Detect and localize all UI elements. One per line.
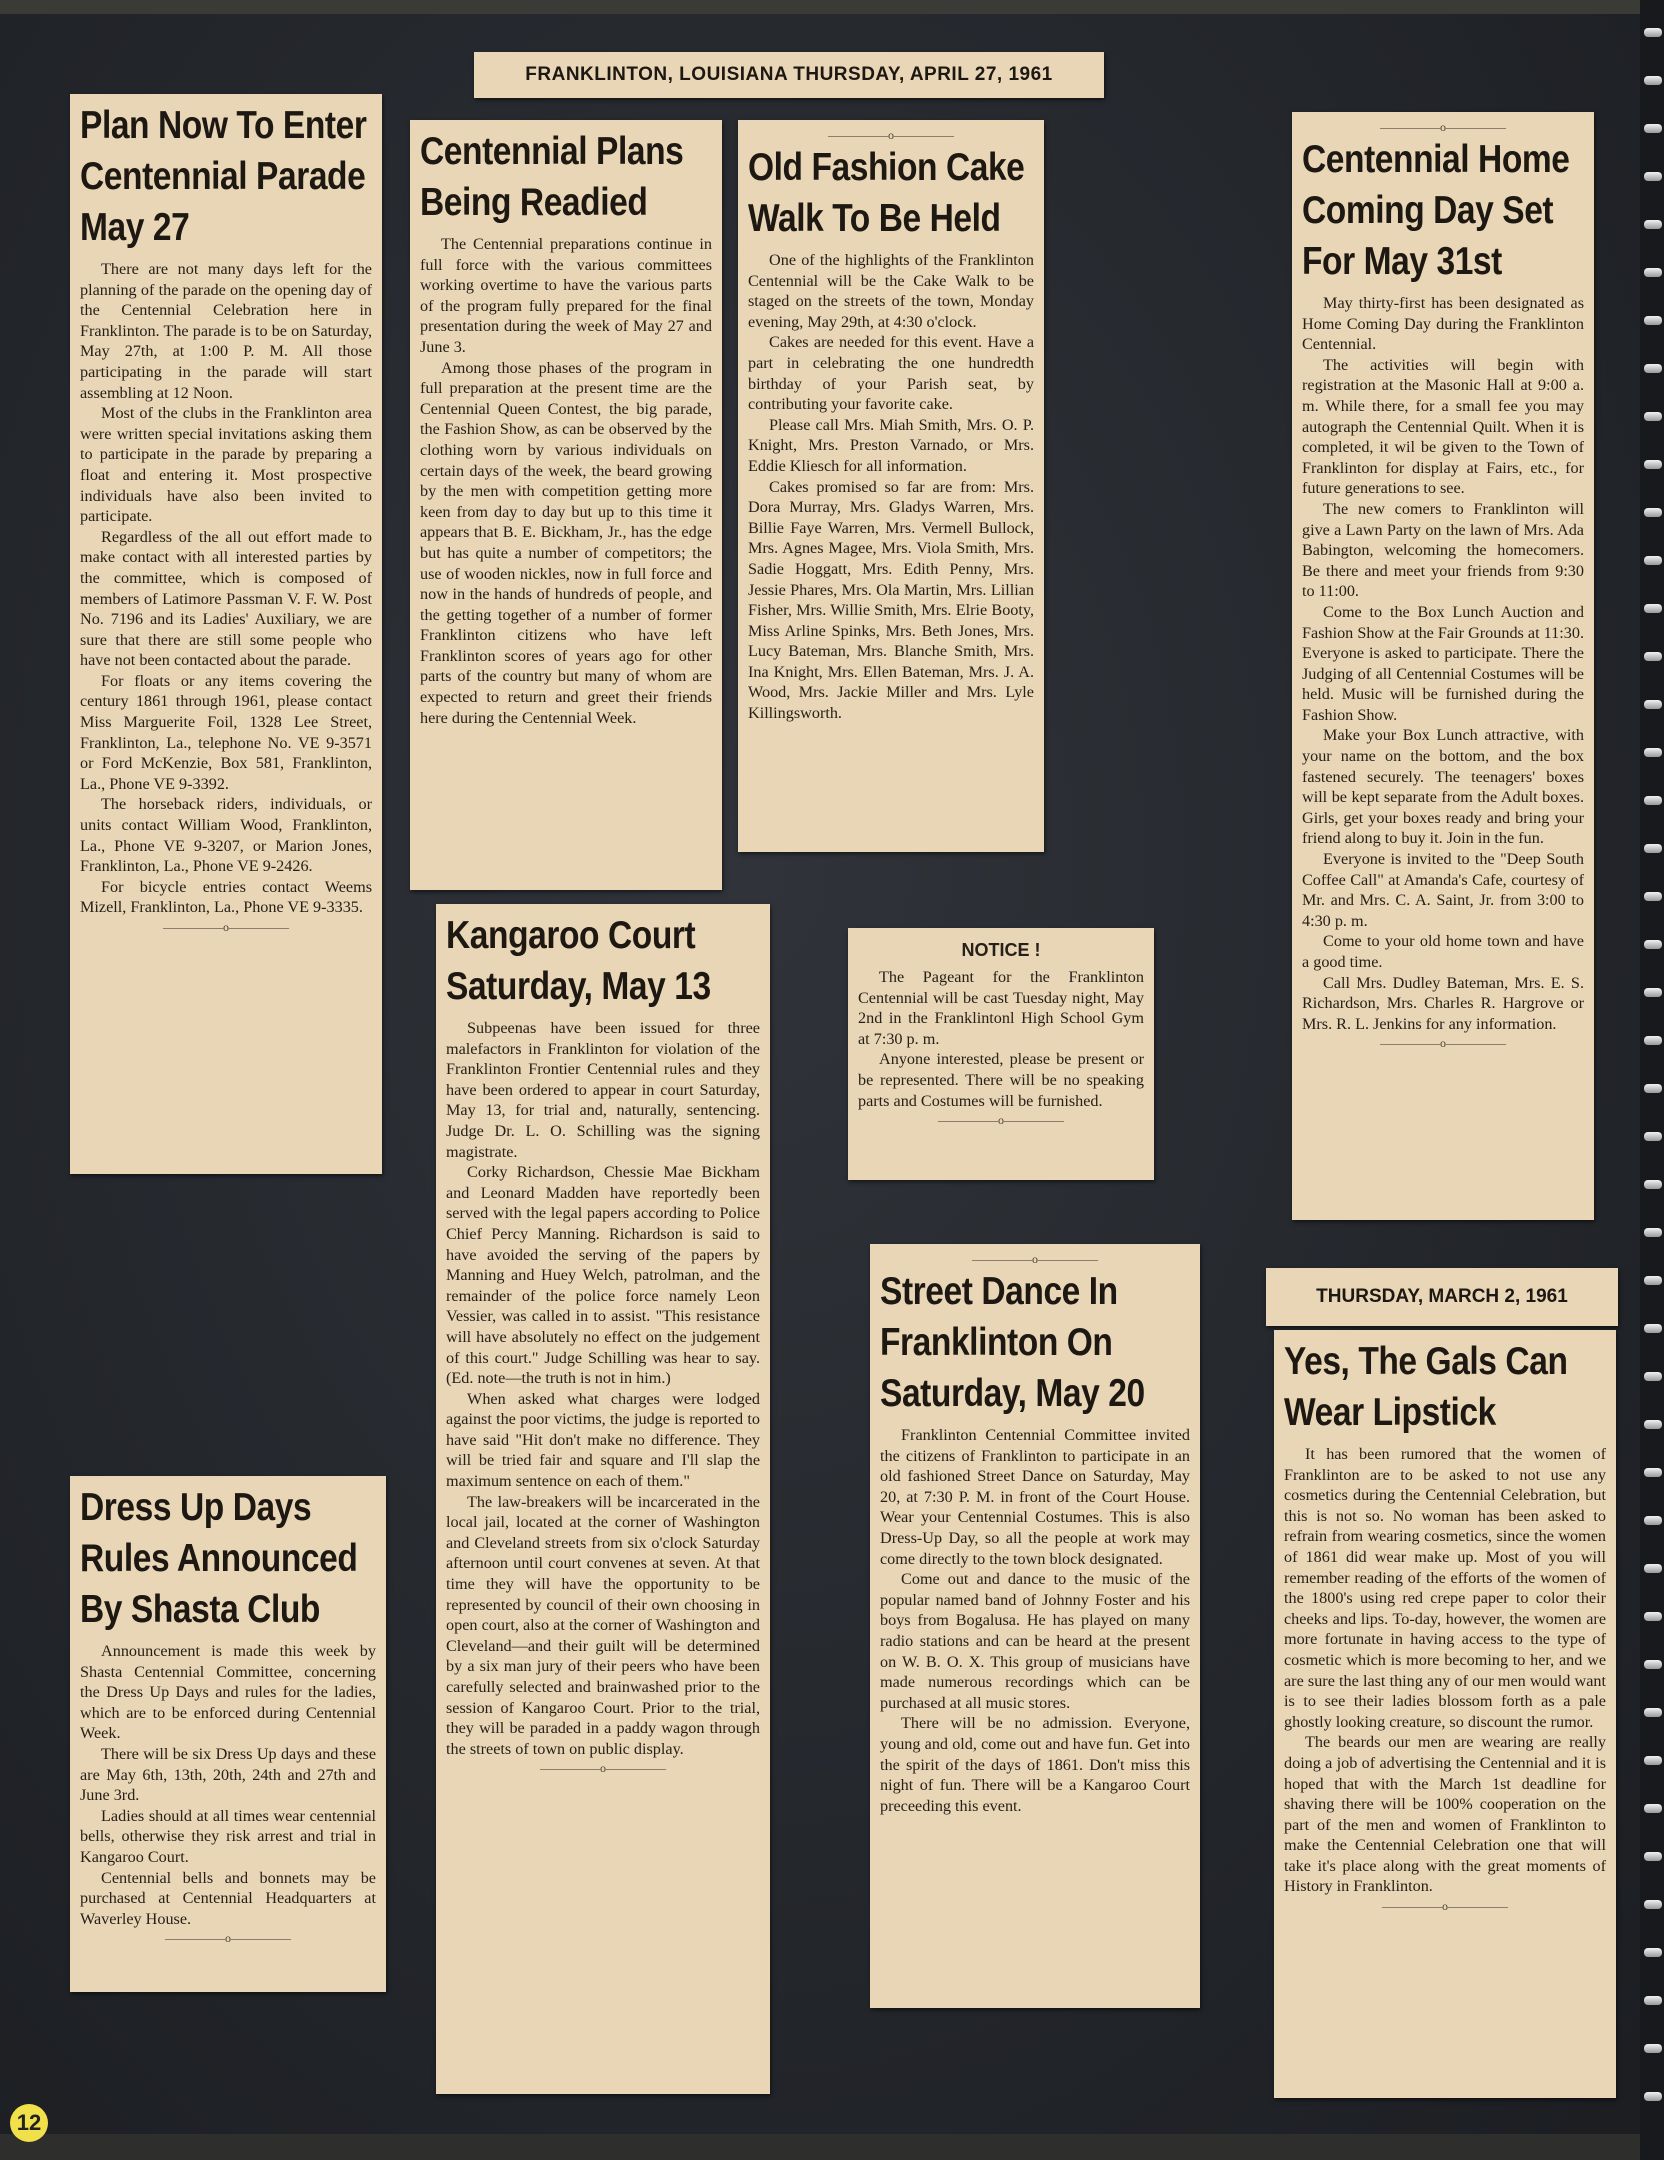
binder-ring (1644, 1036, 1662, 1045)
notice-title: NOTICE ! (961, 940, 1041, 960)
binder-ring (1644, 76, 1662, 85)
page-number-sticker: 12 (10, 2104, 48, 2142)
binder-ring (1644, 1372, 1662, 1381)
paragraph: There will be no admission. Everyone, young and old, come out and have fun. Get into the spirit of the days of 1861. Don't miss this night of fun. There will be a Kangaroo Court preceeding this event. (880, 1714, 1190, 1815)
article-body (880, 1425, 1190, 1816)
binder-ring (1644, 1468, 1662, 1477)
paragraph: Come to your old home town and have a good time. (1302, 932, 1584, 971)
paragraph: Ladies should at all times wear centennial bells, otherwise they risk arrest and trial in Kangaroo Court. (80, 1806, 376, 1866)
masthead-text: FRANKLINTON, LOUISIANA THURSDAY, APRIL 27, 1961 (525, 64, 1053, 85)
article-plans-readied (410, 120, 722, 890)
paragraph: Most of the clubs in the Franklinton area were written special invitations asking them to participate in the parade by preparing a float and entering it. Most prospective individuals have also been invited to participate. (80, 404, 372, 526)
binder-ring (1644, 844, 1662, 853)
binder-ring (1644, 2044, 1662, 2053)
divider-rule: —————o————— (828, 128, 954, 142)
divider-rule: —————o————— (1380, 1036, 1506, 1051)
article-kangaroo-court (436, 904, 770, 2094)
paragraph: The activities will begin with registration at the Masonic Hall at 9:00 a. m. While there, for a small fee you may autograph the Centennial Quilt. When it is completed, it wil be given to the Town of Franklinton for display at Fairs, etc., for future generations to see. (1302, 355, 1584, 498)
binder-ring (1644, 1900, 1662, 1909)
paragraph: The Centennial preparations continue in full force with the various committees working overtime to have the various parts of the program fully prepared for the final presentation during the week of May 27 and June 3. (420, 235, 712, 356)
binder-ring (1644, 1708, 1662, 1717)
binder-ring (1644, 172, 1662, 181)
binder-ring (1644, 700, 1662, 709)
paragraph: Cakes are needed for this event. Have a part in celebrating the one hundredth birthday of your Parish seat, by contributing your favorite cake. (748, 333, 1034, 414)
article-body (748, 250, 1034, 724)
binder-ring (1644, 1516, 1662, 1525)
headline: Street Dance In Franklinton On Saturday, May 20 (880, 1270, 1145, 1415)
binder-ring (1644, 652, 1662, 661)
paragraph: Come out and dance to the music of the popular named band of Johnny Foster and his boys from Bogalusa. He has played on many radio stations and can be heard at the present on W. B. O. X. This group of musicians have made numerous recordings which can be purchased at all music stores. (880, 1570, 1190, 1712)
binder-ring (1644, 604, 1662, 613)
headline: Centennial Plans Being Readied (420, 130, 684, 224)
binder-spine (1640, 0, 1664, 2160)
masthead-march-text: THURSDAY, MARCH 2, 1961 (1316, 1286, 1568, 1307)
article-body (80, 1641, 376, 1929)
article-body (1302, 293, 1584, 1034)
paragraph: The beards our men are wearing are really doing a job of advertising the Centennial and it is hoped that with the March 1st deadline for shaving there will be 100% cooperation on the part of the men and women of Franklinton to make the Centennial Celebration one that will take it's place along with the great moments of History in Franklinton. (1284, 1733, 1606, 1896)
binder-ring (1644, 1852, 1662, 1861)
paragraph: Subpeenas have been issued for three malefactors in Franklinton for violation of the Franklinton Frontier Centennial rules and they have been ordered to appear in court Saturday, May 13, for trial and, naturally, sentencing. Judge Dr. L. O. Schilling was the signing magistrate. (446, 1019, 760, 1161)
binder-ring (1644, 1324, 1662, 1333)
binder-ring (1644, 1132, 1662, 1141)
paragraph: The law-breakers will be incarcerated in the local jail, located at the corner of Washington and Cleveland streets from six o'clock Saturday afternoon until court convenes at seven. At that time they will have the opportunity to be represented by council of their own choosing in open court, also at the corner of Washington and Cleveland—and their guilt will be determined by a six man jury of their peers who have been carefully selected and brainwashed prior to the session of Kangaroo Court. Prior to the trial, they will be paraded in a paddy wagon through the streets of town on public display. (446, 1492, 760, 1758)
article-home-coming (1292, 112, 1594, 1220)
binder-ring (1644, 460, 1662, 469)
binder-ring (1644, 556, 1662, 565)
paragraph: The Pageant for the Franklinton Centennial will be cast Tuesday night, May 2nd in the Franklintonl High School Gym at 7:30 p. m. (858, 968, 1144, 1048)
binder-ring (1644, 1996, 1662, 2005)
binder-ring (1644, 28, 1662, 37)
divider-rule: —————o————— (1382, 1899, 1508, 1914)
masthead (474, 52, 1104, 98)
paragraph: Anyone interested, please be present or be represented. There will be no speaking parts and Costumes will be furnished. (858, 1050, 1144, 1110)
binder-ring (1644, 1564, 1662, 1573)
binder-ring (1644, 1084, 1662, 1093)
paragraph: Make your Box Lunch attractive, with your name on the bottom, and the box fastened securely. The teenagers' boxes will be kept separate from the Adult boxes. Girls, get your boxes ready and bring your friend along to buy it. Join in the fun. (1302, 726, 1584, 848)
binder-ring (1644, 1228, 1662, 1237)
binder-ring (1644, 1276, 1662, 1285)
headline: Yes, The Gals Can Wear Lipstick (1284, 1340, 1568, 1434)
divider-rule: —————o————— (938, 1113, 1064, 1128)
divider-rule: —————o————— (165, 1931, 291, 1946)
divider-rule: —————o————— (972, 1252, 1098, 1266)
article-lipstick (1274, 1330, 1616, 2098)
paragraph: Corky Richardson, Chessie Mae Bickham and Leonard Madden have reportedly been served with the legal papers according to Police Chief Percy Manning. Richardson is said to have avoided the serving of the papers by Manning and Huey Welch, patrolman, and the remainder of the police force namely Leon Vessier, was called in to assist. "This resistance will have absolutely no effect on the judgement of this court." Judge Schilling was hear to say. (Ed. note—the truth is not in him.) (446, 1163, 760, 1388)
paragraph: Cakes promised so far are from: Mrs. Dora Murray, Mrs. Gladys Warren, Mrs. Billie Faye Warren, Mrs. Vermell Bullock, Mrs. Agnes Magee, Mrs. Viola Smith, Mrs. Sadie Hoggatt, Mrs. Edith Penny, Mrs. Jessie Phares, Mrs. Ola Martin, Mrs. Lillian Fisher, Mrs. Willie Smith, Mrs. Elrie Booty, Miss Arline Spinks, Mrs. Beth Jones, Mrs. Lucy Bateman, Mrs. Blanche Smith, Mrs. Ina Knight, Mrs. Ellen Bateman, Mrs. J. A. Wood, Mrs. Jackie Miller and Mrs. Lyle Killingsworth. (748, 477, 1034, 723)
headline: Dress Up Days Rules Announced By Shasta Club (80, 1486, 358, 1631)
binder-ring (1644, 316, 1662, 325)
paragraph: Call Mrs. Dudley Bateman, Mrs. E. S. Richardson, Mrs. Charles R. Hargrove or Mrs. R. L. Jenkins for any information. (1302, 973, 1584, 1033)
binder-ring (1644, 940, 1662, 949)
binder-ring (1644, 1612, 1662, 1621)
binder-ring (1644, 796, 1662, 805)
paragraph: One of the highlights of the Franklinton Centennial will be the Cake Walk to be staged on the streets of the town, Monday evening, May 29th, at 4:30 o'clock. (748, 251, 1034, 331)
binder-ring (1644, 1180, 1662, 1189)
paragraph: For floats or any items covering the century 1861 through 1961, please contact Miss Marguerite Foil, 1328 Lee Street, Franklinton, La., telephone No. VE 9-3571 or Ford McKenzie, Box 581, Franklinton, La., Phone VE 9-3392. (80, 671, 372, 793)
binder-ring (1644, 124, 1662, 133)
top-edge (0, 0, 1664, 14)
article-dress-up-days (70, 1476, 386, 1992)
article-body (858, 967, 1144, 1111)
article-plan-now (70, 94, 382, 1174)
paragraph: There will be six Dress Up days and these are May 6th, 13th, 20th, 24th and 27th and June 3rd. (80, 1744, 376, 1805)
paragraph: Everyone is invited to the "Deep South Coffee Call" at Amanda's Cafe, courtesy of Mr. and Mrs. C. A. Saint, Jr. from 3:00 to 4:30 p. m. (1302, 850, 1584, 930)
article-body (80, 259, 372, 918)
binder-ring (1644, 1660, 1662, 1669)
paragraph: Centennial bells and bonnets may be purchased at Centennial Headquarters at Waverley House. (80, 1868, 376, 1928)
article-body (420, 234, 712, 728)
article-cake-walk (738, 120, 1044, 852)
binder-ring (1644, 220, 1662, 229)
binder-ring (1644, 988, 1662, 997)
bottom-edge (0, 2134, 1664, 2160)
paragraph: Regardless of the all out effort made to make contact with all interested parties by the committee, which is composed of members of Latimore Passman V. F. W. Post No. 7196 and its Ladies' Auxiliary, we are sure that there are still some people who have not been contacted about the parade. (80, 527, 372, 670)
binder-ring (1644, 364, 1662, 373)
binder-ring (1644, 1420, 1662, 1429)
paragraph: Please call Mrs. Miah Smith, Mrs. O. P. Knight, Mrs. Preston Varnado, or Mrs. Eddie Kliesch for all information. (748, 415, 1034, 475)
paragraph: There are not many days left for the planning of the parade on the opening day of the Centennial Celebration here in Franklinton. The parade is to be on Saturday, May 27th, at 1:00 P. M. All those participating in the parade will start assembling at 12 Noon. (80, 260, 372, 402)
binder-ring (1644, 1804, 1662, 1813)
article-notice (848, 928, 1154, 1180)
article-street-dance (870, 1244, 1200, 2008)
paragraph: The horseback riders, individuals, or units contact William Wood, Franklinton, La., Phone VE 9-3207, or Marion Jones, Franklinton, La., Phone VE 9-2426. (80, 795, 372, 876)
headline: Old Fashion Cake Walk To Be Held (748, 146, 1025, 240)
binder-ring (1644, 2092, 1662, 2101)
headline: Plan Now To Enter Centennial Parade May 27 (80, 104, 367, 249)
binder-ring (1644, 748, 1662, 757)
headline: Centennial Home Coming Day Set For May 31st (1302, 138, 1570, 283)
article-body (1284, 1444, 1606, 1897)
paragraph: It has been rumored that the women of Franklinton are to be asked to not use any cosmetics during the Centennial Celebration, but this is not so. No woman has been asked to refrain from wearing cosmetics, since the women of 1861 did wear make up. Most of you will remember reading of the efforts of the women of the 1800's using red crepe paper to color their cheeks and lips. To-day, however, the women are more fortunate in having access to the type of cosmetic which is more becoming to her, and we are sure the last thing any of our men would want is to see their ladies blossom forth as a pale ghostly looking creature, so discount the rumor. (1284, 1445, 1606, 1731)
binder-ring (1644, 1948, 1662, 1957)
binder-ring (1644, 892, 1662, 901)
paragraph: For bicycle entries contact Weems Mizell, Franklinton, La., Phone VE 9-3335. (80, 877, 372, 917)
paragraph: Announcement is made this week by Shasta Centennial Committee, concerning the Dress Up Days and rules for the ladies, which are to be enforced during Centennial Week. (80, 1642, 376, 1743)
paragraph: Come to the Box Lunch Auction and Fashion Show at the Fair Grounds at 11:30. Everyone is asked to participate. There the Judging of all Centennial Costumes will be held. Music will be furnished during the Fashion Show. (1302, 602, 1584, 724)
paragraph: Among those phases of the program in full preparation at the present time are the Centennial Queen Contest, the big parade, the Fashion Show, as can be observed by the clothing worn by various individuals on certain days of the week, the beard growing by the men with competition getting more keen from day to day but up to this time it appears that B. E. Bickham, Jr., has the edge but has quite a number of competitors; the use of wooden nickles, now in full force and now in the hands of hundreds of people, and the getting together of a number of former Franklinton citizens who have left Franklinton scores of years ago for other parts of the country but many of whom are expected to return and greet their friends here during the Centennial Week. (420, 358, 712, 727)
divider-rule: —————o————— (1380, 120, 1506, 134)
paragraph: May thirty-first has been designated as Home Coming Day during the Franklinton Centennial. (1302, 294, 1584, 354)
divider-rule: —————o————— (163, 920, 289, 934)
binder-ring (1644, 1756, 1662, 1765)
divider-rule: —————o————— (540, 1761, 666, 1776)
binder-ring (1644, 268, 1662, 277)
headline: Kangaroo Court Saturday, May 13 (446, 914, 711, 1008)
paragraph: When asked what charges were lodged against the poor victims, the judge is reported to have said "Hit don't make no difference. They will be tried fair and square and I'll slap the maximum sentence on each of them." (446, 1389, 760, 1491)
binder-ring (1644, 508, 1662, 517)
paragraph: The new comers to Franklinton will give a Lawn Party on the lawn of Mrs. Ada Babington, welcoming the homecomers. Be there and meet your friends from 9:30 to 11:00. (1302, 499, 1584, 601)
binder-ring (1644, 412, 1662, 421)
masthead-march (1266, 1268, 1618, 1326)
article-body (446, 1018, 760, 1759)
paragraph: Franklinton Centennial Committee invited the citizens of Franklinton to participate in an old fashioned Street Dance on Saturday, May 20, at 7:30 P. M. in front of the Court House. Wear your Centennial Costumes. This is also Dress-Up Day, so all the people at work may come directly to the town block designated. (880, 1426, 1190, 1568)
